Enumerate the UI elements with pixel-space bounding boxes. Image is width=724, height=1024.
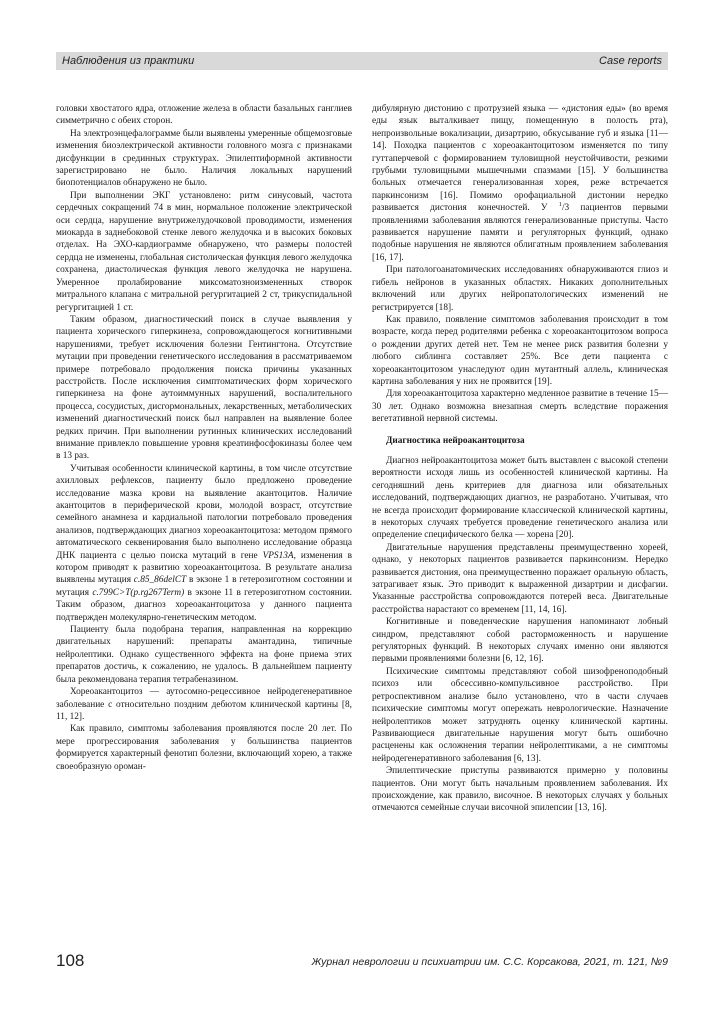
- section-heading: Диагностика нейроакантоцитоза: [386, 435, 525, 446]
- fraction-numerator: 1: [558, 201, 562, 209]
- paragraph: При выполнении ЭКГ установлено: ритм синусовый, частота сердечных сокращений 74 в мин, нормальное положение электрической оси сердца, нарушение внутрижелудочковой проводимости, изменения миокарда в заднебоковой стенке левого желудочка и в высоких боковых отделах. На ЭХО-кардиограмме обнаружено, что размеры полостей сердца не изменены, глобальная систолическая функция левого желудочка сохранена, диастолическая функция левого желудочка не нарушена. Умеренное пролабирование миксоматозноизмененных створок митрального клапана с митральной регургитацией 2 ст, трикуспидальной регургитацией 1 ст.: [56, 190, 352, 313]
- fraction-denominator: /3: [561, 203, 570, 214]
- paragraph: Эпилептические приступы развиваются примерно у половины пациентов. Они могут быть начальным проявлением заболевания. Их происхождение, как правило, височное. В некоторых случаях у больных отмечаются семейные случаи височной эпилепсии [13, 16].: [372, 766, 668, 814]
- gene-name: VPS13A: [262, 550, 294, 561]
- paragraph: Диагноз нейроакантоцитоза может быть выставлен с высокой степени вероятности исходя лишь из особенностей клинической картины. На сегодняшний день критериев для диагноза или обязательных исследований, подтверждающих диагноз, не разработано. Учитывая, что не всегда происходит формирование классической клинической картины, в некоторых случаях требуется проведение генетического анализа или определение специфического белка — хорена [20].: [372, 455, 668, 541]
- paragraph: Для хореоакантоцитоза характерно медленное развитие в течение 15—30 лет. Однако возможна внезапная смерть вследствие поражения вегетативной нервной системы.: [372, 389, 668, 425]
- text-run: Учитывая особенности клинической картины, в том числе отсутствие ахилловых рефлексов, пациенту было предложено проведение исследование мазка крови на выявление акантоцитов. Наличие акантоцитов в периферической крови, молодой возраст, отсутствие семейного анамнеза и кардиальной патологии потребовало проведения анализов, подтверждающих диагноз хореоакантоцитоза: методом прямого автоматического секвенирования было выполнено исследование образца ДНК пациента с целью поиска мутаций в гене: [56, 463, 352, 561]
- left-column: [56, 103, 352, 773]
- paragraph: Психические симптомы представляют собой шизофреноподобный психоз или обсессивно-компульсивное расстройство. При ретроспективном анализе было установлено, что в части случаев психические симптомы могут опережать неврологические. Назначение нейролептиков может затруднять оценку клинической картины. Развивающиеся двигательные нарушения могут быть ошибочно расценены как осложнения терапии нейролептиками, а не симптомы нейродегенеративного заболевания [6, 13].: [372, 666, 668, 764]
- paragraph: Как правило, симптомы заболевания проявляются после 20 лет. По мере прогрессирования заболевания у большинства пациентов формируется характерный фенотип болезни, включающий хорею, а также своеобразную ороман-: [56, 724, 352, 772]
- journal-citation: Журнал неврологии и психиатрии им. С.С. Корсакова, 2021, т. 121, №9: [311, 956, 668, 968]
- paragraph: головки хвостатого ядра, отложение железа в области базальных ганглиев симметрично с обеих сторон.: [56, 104, 352, 127]
- header-section-title-en: Case reports: [599, 55, 662, 67]
- paragraph: Как правило, появление симптомов заболевания происходит в том возрасте, когда перед родителями ребенка с хореоакантоцитозом вопроса о рождении других детей нет. Тем не менее риск развития болезни у любого сиблинга составляет 25%. Все дети пациента с хореоакантоцитозом унаследуют один мутантный аллель, клиническая картина заболевания у них не проявится [19].: [372, 314, 668, 387]
- running-header: [56, 52, 668, 70]
- page-number: 108: [56, 951, 85, 970]
- text-run: дибулярную дистонию с протрузией языка — «дистония еды» (во время еды язык выталкивает пищу, помещенную в полость рта), непроизвольные вокализации, дизартрию, обкусывание губ и языка [11—14]. Походка пациентов с хореоакантоцитозом изменяется по типу гуттаперчевой с формированием туловищной неустойчивости, резкими грубыми туловищными мышечными спазмами [15]. У большинства больных отмечается генерализованная хорея, реже встречается паркинсонизм [16]. Помимо орофациальной дистонии нередко развивается дистония конечностей. У: [372, 104, 668, 214]
- paragraph: Пациенту была подобрана терапия, направленная на коррекцию двигательных нарушений: препараты амантадина, типичные нейролептики. Однако существенного эффекта на фоне приема этих препаратов достичь, к сожалению, не удалось. В дальнейшем пациенту была рекомендована терапия тетрабеназином.: [56, 625, 352, 685]
- text-run: пациентов первыми проявлениями заболевания являются генерализованные приступы. Часто развивается нарушение памяти и регуляторных функций, однако подобные нарушения не являются облигатным проявлением заболевания [16, 17].: [372, 203, 668, 263]
- right-column: [372, 103, 668, 815]
- paragraph: [56, 463, 352, 624]
- paragraph: Хореоакантоцитоз — аутосомно-рецессивное нейродегенеративное заболевание с относительно поздним дебютом клинической картины [8, 11, 12].: [56, 687, 352, 722]
- paragraph: Двигательные нарушения представлены преимущественно хореей, однако, у некоторых пациентов развивается паркинсонизм. Нередко развивается дистония, она преимущественно поражает оральную область, затрагивает язык. Это приводит к выраженной дизартрии и дисфагии. Указанные расстройства сопровождаются потерей веса. Двигательные расстройства нарастают со временем [11, 14, 16].: [372, 542, 668, 615]
- paragraph: При патологоанатомических исследованиях обнаруживаются глиоз и гибель нейронов в указанных областях. Никаких дополнительных включений или других нейропатологических изменений не регистрируется [18].: [372, 265, 668, 313]
- mutation-name: c.799C>T(p.rg267Term): [92, 587, 185, 598]
- paragraph: Таким образом, диагностический поиск в случае выявления у пациента хорического гиперкинеза, сопровождающегося когнитивными нарушениями, требует исключения болезни Гентингтона. Отсутствие мутации при проведении генетического исследования в рассматриваемом примере потребовало продолжения поиска причины указанных расстройств. После исключения симптоматических форм хорического гиперкинеза на фоне аутоиммунных нарушений, воспалительного процесса, сосудистых, дисгормональных, лекарственных, метаболических изменений диагностический поиск был направлен на выявление более редких причин. При выполнении рутинных клинических исследований внимание привлекло повышение уровня креатинфосфокиназы более чем в 13 раз.: [56, 314, 352, 462]
- text-run: в экзоне 1 в гетерозиготном состоянии и мутация: [56, 575, 352, 598]
- text-run: , изменения в котором приводят к развитию хореоакантоцитоза. В результате анализа выявлены мутация: [56, 550, 353, 586]
- paragraph: Когнитивные и поведенческие нарушения напоминают лобный синдром, представляют собой расторможенность и нарушение регуляторных функций. В некоторых случаях именно они являются первыми проявлениями болезни [6, 12, 16].: [372, 617, 668, 665]
- mutation-name: c.85_86delCT: [133, 575, 187, 586]
- paragraph: [372, 103, 668, 264]
- text-run: в экзоне 11 в гетерозиготном состоянии. Таким образом, диагноз хореоакантоцитоза у данного пациента подтвержден молекулярно-генетическим методом.: [56, 587, 352, 623]
- header-section-title: Наблюдения из практики: [62, 55, 195, 67]
- paragraph: На электроэнцефалограмме были выявлены умеренные общемозговые изменения биоэлектрической активности головного мозга с признаками дисфункции в срединных структурах. Эпилептиформной активности зарегистрировано не было. Наличия локальных нарушений биопотенциалов обнаружено не было.: [56, 128, 352, 189]
